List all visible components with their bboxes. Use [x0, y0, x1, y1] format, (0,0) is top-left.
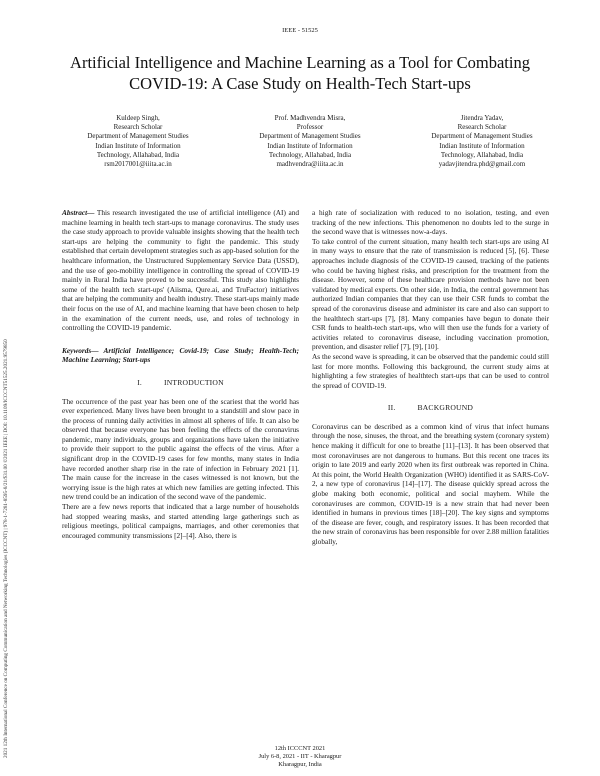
section-heading-background	[312, 403, 549, 413]
abstract	[62, 208, 299, 333]
section-number: II.	[387, 403, 396, 413]
author-inst: Indian Institute of Information	[95, 141, 181, 150]
author-email[interactable]: rsm2017001@iiita.ac.in	[104, 160, 172, 169]
intro-paragraph-1: The occurrence of the past year has been one of the scariest that the world has ever experienced. Many lives have been brought to a standstill and slow pace in the process of running daily activities in almost all spheres of life. It can also be observed that because everyone has been feeling the effects of the coronavirus pandemic, many individuals, groups and organizations have taken the initiative to provide their support to the public against the effects of the virus. After a significant drop in the COVID-19 cases for few months, many states in India have recorded another sharp rise in the rate of infection in February 2021 [1]. The main cause for the increase in the cases witnessed is not known, but the worrying issue is the high rates at which new families are getting infected. This new trend could be an indication of the second wave of the pandemic.	[62, 396, 299, 502]
section-heading-introduction	[62, 378, 299, 388]
intro-paragraph-2: There are a few news reports that indicated that a large number of households had stopped wearing masks, and started attending large gatherings such as religious meetings, political campaigns, marriages, and other ceremonies that encouraged community transmissions [2]–[4]. Also, there is	[62, 502, 299, 540]
author-email[interactable]: yadavjitendra.phd@gmail.com	[438, 160, 526, 169]
author-inst-location: Technology, Allahabad, India	[268, 150, 352, 159]
author-1	[52, 114, 224, 169]
author-dept: Department of Management Studies	[259, 132, 361, 141]
running-header: IEEE - 51525	[282, 27, 318, 34]
abstract-text: This research investigated the use of artificial intelligence (AI) and machine learning in health tech start-ups to manage coronavirus. The study uses the case study approach to provide valuable insights showing that the health tech start-ups are helping the community to fight the pandemic. This study established that certain development strategies such as app-based solution for the healthcare information, the Unstructured Supplementary Service Data (USSD), and the use of geo-mobility intelligence in controlling the spread of COVID-19 mainly in Rural India have proved to be successful. This study also highlights some of the health tech start-ups' (Aiisma, Qure.ai, and TruFactor) initiatives that are helping the community and health industry. These start-ups mainly made their focus on the use of AI, and machine learning that have been chosen to help in the examination of the current needs, use, and roles of technology in controlling the COVID-19 pandemic.	[62, 208, 299, 333]
abstract-lead: Abstract—	[62, 208, 95, 217]
keywords: Keywords— Artificial Intelligence; Covid-19; Case Study; Health-Tech; Machine Learning; Start-ups	[62, 345, 299, 365]
footer-conference: 12th ICCCNT 2021	[274, 745, 326, 752]
author-2	[224, 114, 396, 169]
section-title: INTRODUCTION	[164, 377, 224, 387]
section-number: I.	[137, 377, 143, 387]
page-footer	[0, 745, 600, 769]
section-title: BACKGROUND	[417, 403, 474, 413]
author-name: Prof. Madhvendra Misra,	[274, 114, 346, 122]
paper-title: Artificial Intelligence and Machine Learning as a Tool for Combating COVID-19: A Case Study on Health-Tech Start-ups	[70, 53, 530, 93]
author-role: Professor	[296, 123, 324, 132]
author-inst: Indian Institute of Information	[267, 141, 353, 150]
author-inst-location: Technology, Allahabad, India	[96, 150, 180, 159]
intro-paragraph-4: To take control of the current situation, many health tech start-ups are using AI in many ways to ensure that the rate of transmission is reduced [5], [6]. These approaches include diagnosis of the COVID-19 caused, tracking of the patients who could be having highest risks, and prescription for the treatment from the disease. However, some of these healthcare provision methods have not been validated by medical experts. On other side, in India, the central government has authorized Indian companies that they can use their CSR funds to combat the spread of the coronavirus disease and administer its care and also can support to the healthtech start-ups [7], [8]. Many companies have begun to donate their CSR funds to health-tech start-ups, who will then use the funds for a variety of activities related to coronavirus disease, including vaccination promotion, prevention, and disaster relief [7], [9], [10].	[312, 236, 549, 352]
author-3	[396, 114, 568, 169]
author-dept: Department of Management Studies	[87, 132, 189, 141]
author-name: Kuldeep Singh,	[116, 114, 160, 122]
author-dept: Department of Management Studies	[431, 132, 533, 141]
author-email[interactable]: madhvendra@iiita.ac.in	[276, 160, 344, 169]
footer-dates: July 6-8, 2021 - IIT - Kharagpur	[258, 753, 342, 760]
author-name: Jitendra Yadav,	[460, 114, 504, 122]
left-column	[62, 208, 299, 540]
intro-paragraph-3: a high rate of socialization with reduced to no isolation, testing, and even tracking of the new infections. This phenomenon no doubts led to the surge in the second wave that is witnesses now-a-days.	[312, 208, 549, 237]
side-citation: 2021 12th International Conference on Computing Communication and Networking Technologies (ICCCNT) | 978-1-7281-8595-8/21/$31.00 ©2021 IEEE | DOI: 10.1109/ICCCNT51525.2021.9579850	[3, 339, 9, 758]
intro-paragraph-5: As the second wave is spreading, it can be observed that the pandemic could still last for more months. Following this background, the current study aims at highlighting a few strategies of healthtech start-ups that can be used to control the spread of COVID-19.	[312, 351, 549, 390]
background-paragraph-1: Coronavirus can be described as a common kind of virus that infect humans through the nose, sinuses, the throat, and the breathing system (coronary system) hence making it difficult for one to breathe [11]–[13]. It has been observed that most coronaviruses are not dangerous to humans. But this recent one traces its origin to late 2019 and early 2020 when its first outbreak was reported in China. At this point, the World Health Organization (WHO) identified it as SARS-CoV-2, a new type of coronavirus [14]–[17]. The disease quickly spread across the globe making both economic, political and social mayhem. While the coronaviruses are common, COVID-19 is a new strain that had never been identified in humans in previous times [18]–[20]. The key signs and symptoms of the disease are fever, cough, and respiratory issues. It has been recorded that the new strain of coronavirus has been responsible for over 2.88 million fatalities globally,	[312, 421, 549, 546]
right-column	[312, 208, 549, 547]
author-role: Research Scholar	[457, 123, 507, 132]
author-block	[52, 114, 568, 169]
author-role: Research Scholar	[113, 123, 163, 132]
author-inst: Indian Institute of Information	[439, 141, 525, 150]
author-inst-location: Technology, Allahabad, India	[440, 150, 524, 159]
footer-location: Kharagpur, India	[278, 761, 322, 768]
